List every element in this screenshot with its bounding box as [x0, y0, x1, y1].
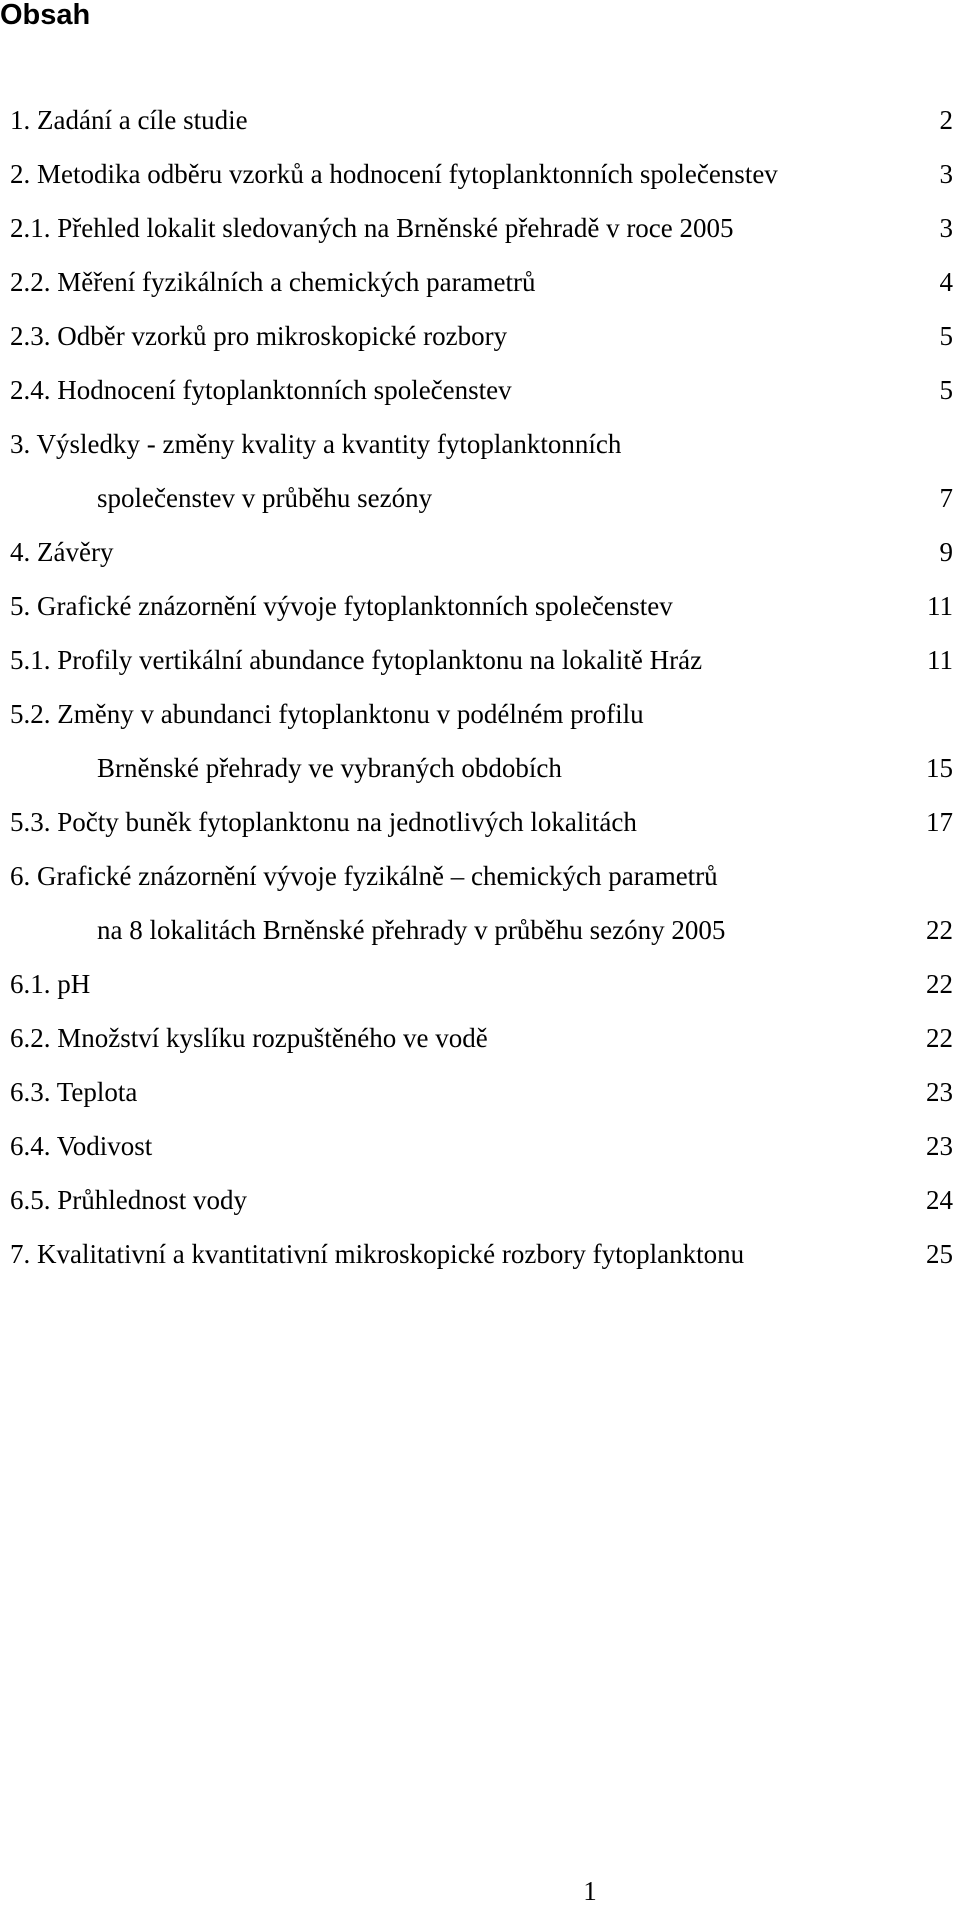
toc-entry: [0, 964, 960, 1004]
toc-entry: [0, 694, 960, 734]
toc-entry: [0, 1126, 960, 1166]
toc-entry-title: 5.1. Profily vertikální abundance fytoplanktonu na lokalitě Hráz: [10, 645, 703, 675]
toc-entry-page: 5: [939, 375, 953, 405]
toc-entry-page: 15: [926, 753, 953, 783]
toc-entry: [0, 640, 960, 680]
toc-entry: [0, 586, 960, 626]
toc-entry: [0, 802, 960, 842]
toc-entry-page: 17: [926, 807, 953, 837]
toc-entry-page: 2: [939, 105, 953, 135]
toc-entry-title: 4. Závěry: [10, 537, 114, 567]
toc-entry-page: 3: [939, 213, 953, 243]
toc-entry-title: 2.2. Měření fyzikálních a chemických parametrů: [10, 267, 536, 297]
toc-entry-title: 2.3. Odběr vzorků pro mikroskopické rozbory: [10, 321, 508, 351]
toc-entry: [0, 154, 960, 194]
toc-entry-title: 5.2. Změny v abundanci fytoplanktonu v podélném profilu: [10, 699, 644, 729]
toc-entry-page: 7: [939, 483, 953, 513]
toc-entry: [0, 748, 960, 788]
toc-entry-title: 5. Grafické znázornění vývoje fytoplanktonních společenstev: [10, 591, 673, 621]
toc-entry: [0, 532, 960, 572]
toc-entry-title: 2. Metodika odběru vzorků a hodnocení fytoplanktonních společenstev: [10, 159, 778, 189]
toc-entry-page: 4: [939, 267, 953, 297]
toc-entry-title: 6.3. Teplota: [10, 1077, 138, 1107]
toc-entry-title: 6.2. Množství kyslíku rozpuštěného ve vodě: [10, 1023, 488, 1053]
toc-entry-title: 1. Zadání a cíle studie: [10, 105, 248, 135]
toc-entry: [0, 1018, 960, 1058]
toc-entry: [0, 262, 960, 302]
toc-entry-title: 6.1. pH: [10, 969, 91, 999]
toc-entry-page: 25: [926, 1239, 953, 1269]
toc-entry-page: 23: [926, 1131, 953, 1161]
toc-entry-page: 22: [926, 1023, 953, 1053]
toc-entry: [0, 100, 960, 140]
page-title: Obsah: [0, 0, 91, 31]
toc-entry: [0, 910, 960, 950]
toc-entry-page: 9: [939, 537, 953, 567]
toc-entry-title: 5.3. Počty buněk fytoplanktonu na jednotlivých lokalitách: [10, 807, 637, 837]
toc-entry: [0, 1180, 960, 1220]
toc-entry: [0, 1072, 960, 1112]
toc-entry-title: Brněnské přehrady ve vybraných obdobích: [97, 753, 562, 783]
toc-entry-page: 5: [939, 321, 953, 351]
toc-entry: [0, 424, 960, 464]
toc-entry-title: 6.5. Průhlednost vody: [10, 1185, 248, 1215]
toc-entry-page: 11: [927, 591, 953, 621]
toc-entry: [0, 856, 960, 896]
toc-entry-title: 6.4. Vodivost: [10, 1131, 153, 1161]
toc-entry-title: 3. Výsledky - změny kvality a kvantity fytoplanktonních: [10, 429, 622, 459]
toc-entry: [0, 370, 960, 410]
toc-entry-title: 7. Kvalitativní a kvantitativní mikroskopické rozbory fytoplanktonu: [10, 1239, 745, 1269]
toc-entry-title: na 8 lokalitách Brněnské přehrady v průběhu sezóny 2005: [97, 915, 726, 945]
toc-entry-title: 2.4. Hodnocení fytoplanktonních společenstev: [10, 375, 512, 405]
toc-entry-title: 2.1. Přehled lokalit sledovaných na Brněnské přehradě v roce 2005: [10, 213, 734, 243]
toc-entry-page: 24: [926, 1185, 953, 1215]
toc-entry-page: 22: [926, 915, 953, 945]
toc-entry: [0, 478, 960, 518]
toc-entry-page: 23: [926, 1077, 953, 1107]
toc-entry-page: 11: [927, 645, 953, 675]
toc-entry: [0, 316, 960, 356]
toc-entry: [0, 208, 960, 248]
toc-entry-page: 22: [926, 969, 953, 999]
toc-entry: [0, 1234, 960, 1274]
page-number: 1: [583, 1876, 597, 1906]
toc-entry-title: 6. Grafické znázornění vývoje fyzikálně – chemických parametrů: [10, 861, 718, 891]
toc-entry-page: 3: [939, 159, 953, 189]
toc-entry-title: společenstev v průběhu sezóny: [97, 483, 433, 513]
